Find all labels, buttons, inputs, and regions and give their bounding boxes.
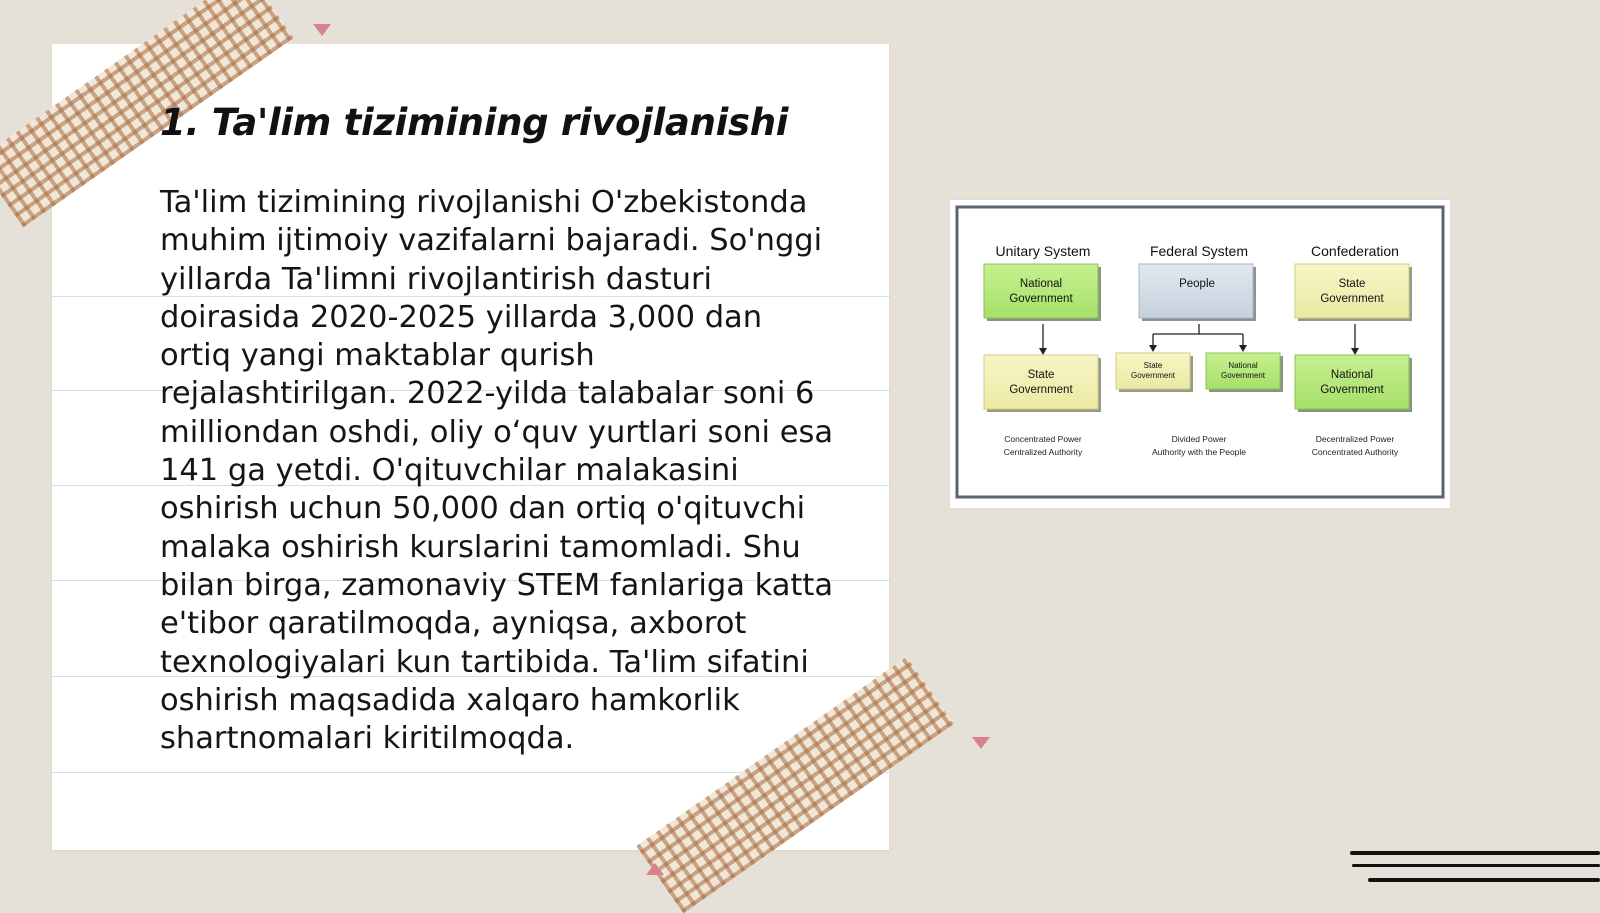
confederation-state-government-box (1295, 264, 1409, 318)
decorative-stripe (1368, 878, 1600, 882)
unitary-state-government-box (984, 355, 1098, 409)
tape-corner-mark (313, 24, 331, 36)
confederation-national-government-box (1295, 355, 1409, 409)
federal-people-box (1139, 264, 1253, 318)
federal-top-box-label: People (1179, 278, 1215, 290)
decorative-stripe (1350, 851, 1600, 855)
federal-caption: Divided Power Authority with the People (1151, 434, 1247, 457)
confederation-caption: Decentralized Power Concentrated Authority (1311, 434, 1399, 457)
unitary-bottom-box-label: State Government (1009, 369, 1073, 396)
unitary-caption: Concentrated Power Centralized Authority (1003, 434, 1083, 457)
confederation-top-box-label: State Government (1320, 278, 1384, 305)
unitary-national-government-box (984, 264, 1098, 318)
federal-right-box-label: National Government (1220, 361, 1266, 380)
tape-corner-mark (972, 737, 990, 749)
slide-title: 1. Ta'lim tizimining rivojlanishi (160, 101, 789, 144)
column-heading-confederation: Confederation (1311, 243, 1399, 259)
column-heading-federal: Federal System (1149, 243, 1249, 259)
slide-body-text: Ta'lim tizimining rivojlanishi O'zbekistonda muhim ijtimoiy vazifalarni bajaradi. So'nggi yillarda Ta'limni rivojlantirish dasturi doirasida 2020-2025 yillarda 3,000 dan ortiq yangi maktablar qurish rejalashtirilgan. 2022-yilda talabalar soni 6 milliondan oshdi, oliy o‘quv yurtlari soni esa 141 ga yetdi. O'qituvchilar malakasini oshirish uchun 50,000 dan ortiq o'qituvchi malaka oshirish kurslarini tamomladi. Shu bilan birga, zamonaviy STEM fanlariga katta e'tibor qaratilmoqda, ayniqsa, axborot texnologiyalari kun tartibida. Ta'lim sifatini oshirish maqsadida xalqaro hamkorlik shartnomalari kiritilmoqda. (160, 185, 834, 757)
government-systems-diagram (950, 200, 1450, 508)
decorative-stripe (1352, 864, 1600, 867)
column-heading-unitary: Unitary System (995, 243, 1091, 259)
unitary-top-box-label: National Government (1009, 278, 1073, 305)
confederation-bottom-box-label: National Government (1320, 369, 1384, 396)
federal-left-box-label: State Government (1130, 361, 1176, 380)
tape-corner-mark (646, 863, 664, 875)
